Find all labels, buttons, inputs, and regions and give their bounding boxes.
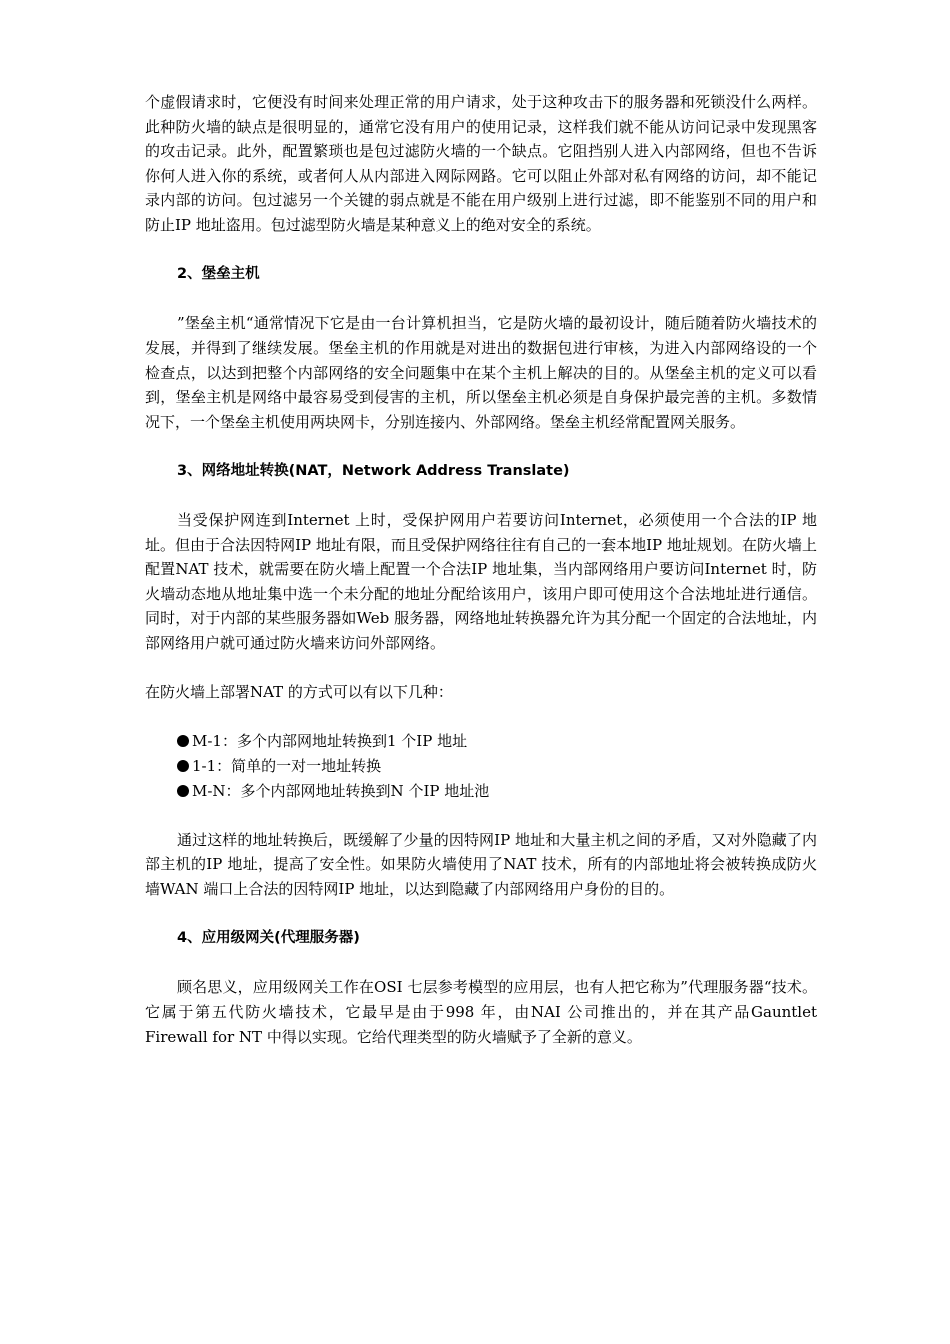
section-heading-nat: 3、网络地址转换(NAT，Network Address Translate) (177, 462, 570, 479)
bullet-icon (177, 760, 189, 772)
list-item-text: 1-1：简单的一对一地址转换 (192, 757, 382, 776)
spacer (145, 902, 817, 927)
paragraph-nat-description: 当受保护网连到Internet 上时，受保护网用户若要访问Internet，必须使用一个合法的IP 地址。但由于合法因特网IP 地址有限，而且受保护网络往往有自己的一套本地IP 地址规划。在防火墙上配置NAT 技术，就需要在防火墙上配置一个合法IP 地址集，当内部网络用户要访问Internet 时，防火墙动态地从地址集中选一个未分配的地址分配给该用户，该用户即可使用这个合法地址进行通信。同时，对于内部的某些服务器如Web 服务器，网络地址转换器允许为其分配一个固定的合法地址，内部网络用户就可通过防火墙来访问外部网络。 (145, 511, 817, 653)
spacer (145, 484, 817, 509)
paragraph-application-gateway: 顾名思义，应用级网关工作在OSI 七层参考模型的应用层，也有人把它称为”代理服务器“技术。它属于第五代防火墙技术，它最早是由于998 年，由NAI 公司推出的，并在其产品Gauntlet Firewall for NT 中得以实现。它给代理类型的防火墙赋予了全新的意义。 (145, 978, 817, 1046)
list-item (177, 729, 817, 754)
nat-modes-list (145, 729, 817, 803)
spacer (145, 238, 817, 263)
paragraph-nat-benefits: 通过这样的地址转换后，既缓解了少量的因特网IP 地址和大量主机之间的矛盾，又对外隐藏了内部主机的IP 地址，提高了安全性。如果防火墙使用了NAT 技术，所有的内部地址将会被转换成防火墙WAN 端口上合法的因特网IP 地址，以达到隐藏了内部网络用户身份的目的。 (145, 830, 817, 898)
spacer (145, 287, 817, 312)
list-item (177, 779, 817, 804)
section-heading-application-gateway: 4、应用级网关(代理服务器) (177, 930, 360, 947)
spacer (145, 803, 817, 828)
list-item-text: M-1：多个内部网地址转换到1 个IP 地址 (192, 732, 468, 751)
paragraph-bastion-host: ”堡垒主机“通常情况下它是由一台计算机担当，它是防火墙的最初设计，随后随着防火墙技术的发展，并得到了继续发展。堡垒主机的作用就是对进出的数据包进行审核，为进入内部网络设的一个检查点，以达到把整个内部网络的安全问题集中在某个主机上解决的目的。从堡垒主机的定义可以看到，堡垒主机是网络中最容易受到侵害的主机，所以堡垒主机必须是自身保护最完善的主机。多数情况下，一个堡垒主机使用两块网卡，分别连接内、外部网络。堡垒主机经常配置网关服务。 (145, 314, 817, 431)
paragraph-nat-modes-intro: 在防火墙上部署NAT 的方式可以有以下几种： (145, 683, 453, 702)
document-page (145, 90, 817, 1049)
spacer (145, 951, 817, 976)
list-item (177, 754, 817, 779)
bullet-icon (177, 785, 189, 797)
spacer (145, 434, 817, 459)
paragraph-packet-filter-drawbacks: 个虚假请求时，它便没有时间来处理正常的用户请求，处于这种攻击下的服务器和死锁没什么两样。此种防火墙的缺点是很明显的，通常它没有用户的使用记录，这样我们就不能从访问记录中发现黑客的攻击记录。此外，配置繁琐也是包过滤防火墙的一个缺点。它阻挡别人进入内部网络，但也不告诉你何人进入你的系统，或者何人从内部进入网际网路。它可以阻止外部对私有网络的访问，却不能记录内部的访问。包过滤另一个关键的弱点就是不能在用户级别上进行过滤，即不能鉴别不同的用户和防止IP 地址盗用。包过滤型防火墙是某种意义上的绝对安全的系统。 (145, 93, 817, 234)
spacer (145, 656, 817, 681)
spacer (145, 705, 817, 730)
bullet-icon (177, 735, 189, 747)
section-heading-bastion-host: 2、堡垒主机 (177, 266, 260, 283)
list-item-text: M-N：多个内部网地址转换到N 个IP 地址池 (192, 781, 490, 800)
